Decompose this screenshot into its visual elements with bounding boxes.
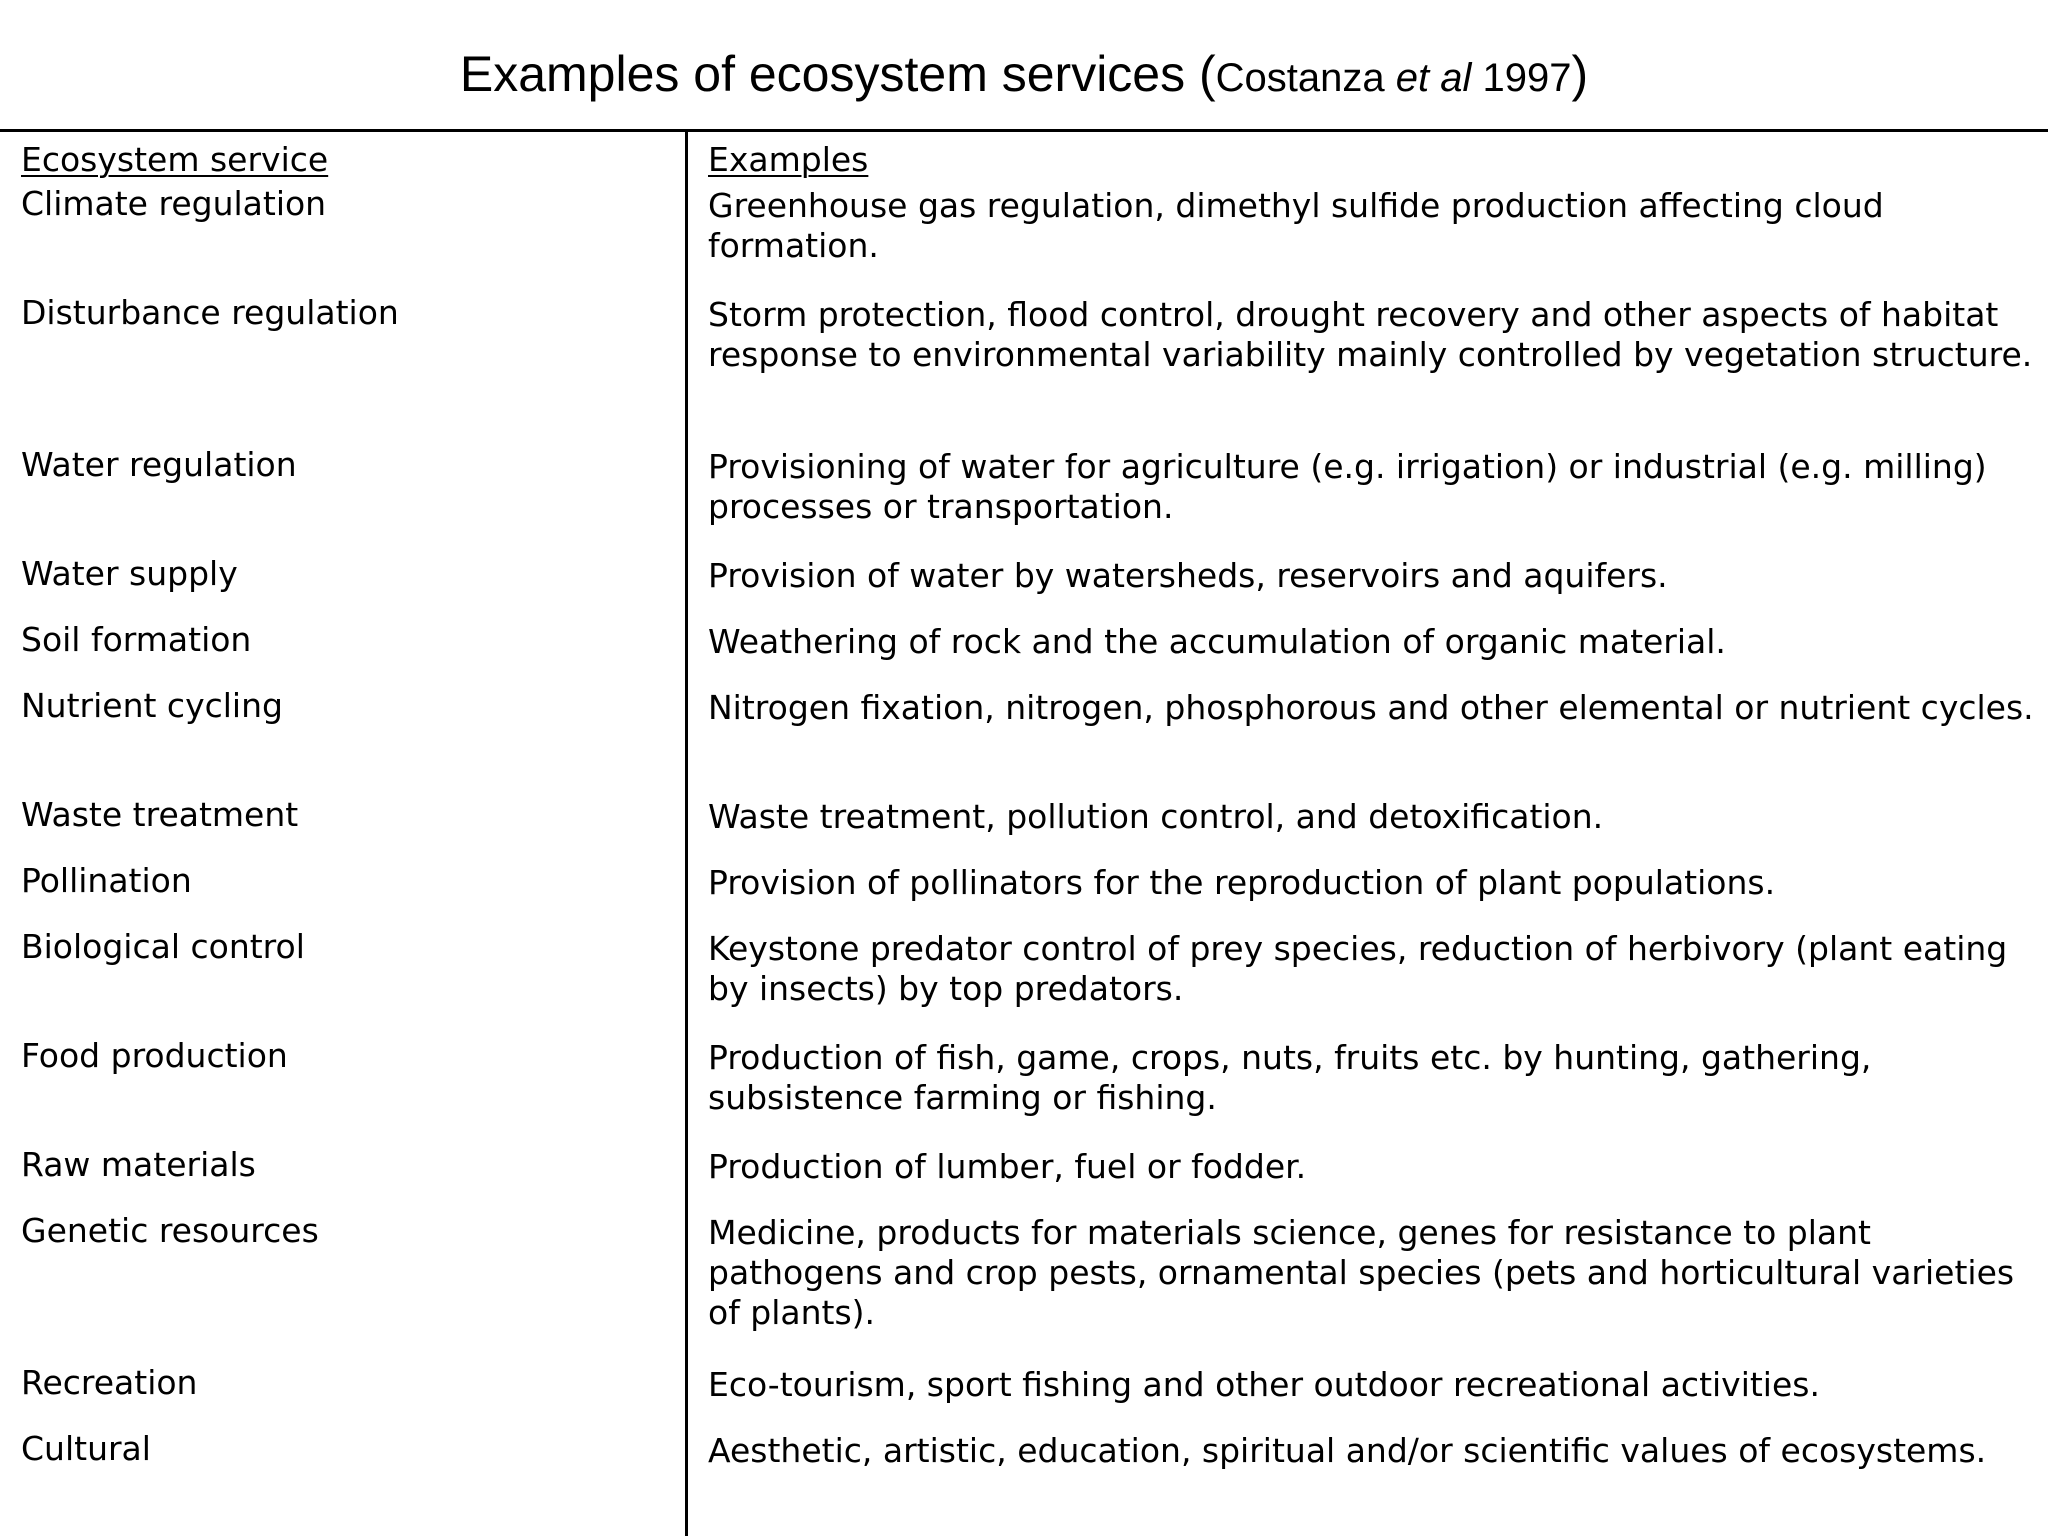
service-cell: Biological control bbox=[21, 927, 305, 966]
service-cell: Raw materials bbox=[21, 1145, 256, 1184]
service-cell: Soil formation bbox=[21, 620, 252, 659]
title-cite-etal: et al bbox=[1395, 56, 1472, 100]
service-cell: Disturbance regulation bbox=[21, 293, 399, 332]
table-row bbox=[0, 1363, 2048, 1429]
table-row bbox=[0, 620, 2048, 686]
table-row bbox=[0, 861, 2048, 927]
table-row bbox=[0, 927, 2048, 1036]
header-examples bbox=[708, 140, 2038, 180]
examples-cell: Provisioning of water for agriculture (e.g. irrigation) or industrial (e.g. milling) processes or transportation. bbox=[708, 447, 1987, 526]
header-service-label: Ecosystem service bbox=[21, 140, 329, 179]
examples-cell: Waste treatment, pollution control, and detoxification. bbox=[708, 797, 1604, 836]
service-cell: Waste treatment bbox=[21, 795, 299, 834]
service-cell: Genetic resources bbox=[21, 1211, 319, 1250]
table-row bbox=[0, 1211, 2048, 1363]
service-cell: Water regulation bbox=[21, 445, 297, 484]
header-examples-label: Examples bbox=[708, 140, 869, 179]
table-header-row bbox=[0, 132, 2048, 184]
title-close: ) bbox=[1571, 46, 1589, 102]
examples-cell: Provision of pollinators for the reproduction of plant populations. bbox=[708, 863, 1776, 902]
service-cell: Pollination bbox=[21, 861, 192, 900]
title-main: Examples of ecosystem services ( bbox=[459, 46, 1216, 102]
examples-cell: Greenhouse gas regulation, dimethyl sulfide production affecting cloud formation. bbox=[708, 186, 1884, 265]
service-cell: Recreation bbox=[21, 1363, 198, 1402]
examples-cell: Medicine, products for materials science, genes for resistance to plant pathogens and crop pests, ornamental species (pets and horticultural varieties of plants). bbox=[708, 1213, 2015, 1332]
service-cell: Climate regulation bbox=[21, 184, 327, 223]
examples-cell: Production of lumber, fuel or fodder. bbox=[708, 1147, 1307, 1186]
examples-cell: Production of fish, game, crops, nuts, fruits etc. by hunting, gathering, subsistence farming or fishing. bbox=[708, 1038, 1872, 1117]
examples-cell: Storm protection, flood control, drought recovery and other aspects of habitat response to environmental variability mainly controlled by vegetation structure. bbox=[708, 295, 2033, 374]
examples-cell: Keystone predator control of prey species, reduction of herbivory (plant eating by insects) by top predators. bbox=[708, 929, 2008, 1008]
table-row bbox=[0, 293, 2048, 445]
table-row bbox=[0, 1145, 2048, 1211]
table-row bbox=[0, 1036, 2048, 1145]
service-cell: Cultural bbox=[21, 1429, 151, 1468]
table-row bbox=[0, 1429, 2048, 1519]
examples-cell: Aesthetic, artistic, education, spiritual and/or scientific values of ecosystems. bbox=[708, 1431, 1987, 1470]
table-row bbox=[0, 795, 2048, 861]
service-cell: Food production bbox=[21, 1036, 288, 1075]
service-cell: Nutrient cycling bbox=[21, 686, 283, 725]
examples-cell: Eco-tourism, sport fishing and other outdoor recreational activities. bbox=[708, 1365, 1820, 1404]
table-row bbox=[0, 554, 2048, 620]
examples-cell: Weathering of rock and the accumulation of organic material. bbox=[708, 622, 1726, 661]
services-table bbox=[0, 132, 2048, 1519]
examples-cell: Nitrogen fixation, nitrogen, phosphorous and other elemental or nutrient cycles. bbox=[708, 688, 2034, 727]
table-row bbox=[0, 686, 2048, 795]
page-title bbox=[0, 44, 2048, 108]
header-service bbox=[21, 140, 671, 180]
service-cell: Water supply bbox=[21, 554, 238, 593]
examples-cell: Provision of water by watersheds, reservoirs and aquifers. bbox=[708, 556, 1668, 595]
title-cite-year: 1997 bbox=[1471, 56, 1572, 100]
table-row bbox=[0, 184, 2048, 293]
title-cite-author: Costanza bbox=[1215, 56, 1396, 100]
table-row bbox=[0, 445, 2048, 554]
